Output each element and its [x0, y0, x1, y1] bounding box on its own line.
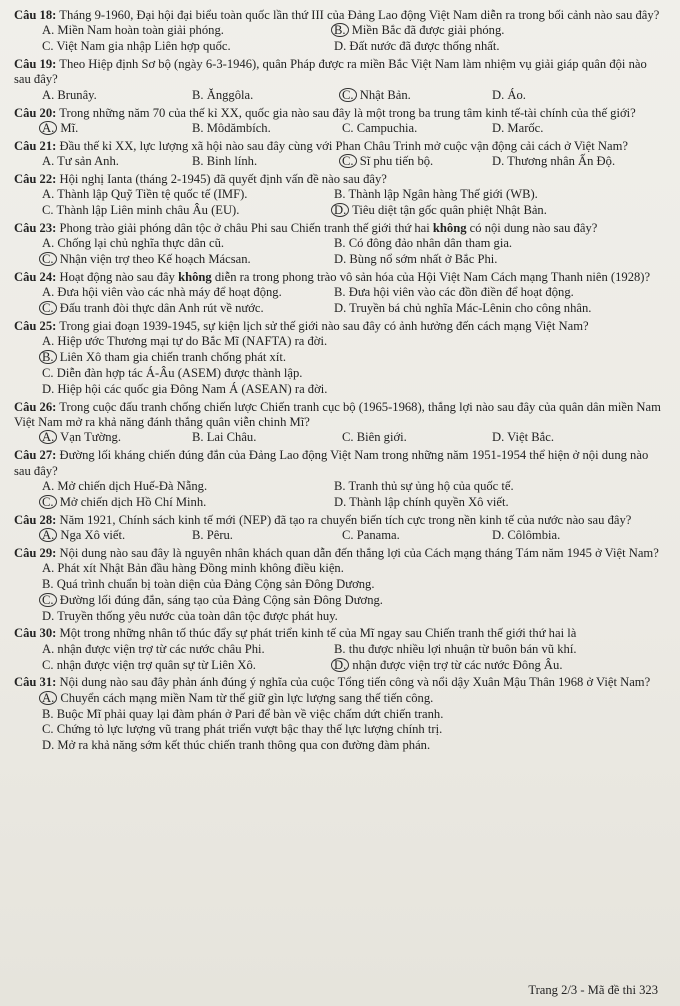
option-letter: B. — [39, 350, 57, 364]
option-letter: C. — [342, 528, 354, 543]
question-text: Phong trào giải phóng dân tộc ở châu Phi sau Chiến tranh thế giới thứ hai không có nội dung nào sau đây? — [59, 221, 598, 236]
question-stem — [14, 270, 666, 285]
answer-option[interactable] — [42, 479, 334, 495]
question-text: Nội dung nào sau đây là nguyên nhân khách quan dẫn đến thắng lợi của Cách mạng tháng Tám năm 1945 ở Việt Nam? — [59, 545, 659, 560]
answer-option[interactable] — [42, 658, 334, 674]
option-letter: D. — [492, 430, 505, 445]
option-text: Miền Nam hoàn toàn giải phóng. — [57, 23, 224, 38]
question — [14, 221, 666, 268]
option-text: Sĩ phu tiến bộ. — [359, 154, 434, 169]
answer-option[interactable] — [334, 642, 664, 658]
answer-option[interactable] — [492, 528, 652, 544]
option-text: Campuchia. — [356, 121, 418, 136]
answer-option[interactable] — [192, 154, 342, 170]
option-letter: C. — [339, 154, 357, 168]
question-stem — [14, 106, 666, 121]
answer-options — [14, 479, 666, 511]
question — [14, 8, 666, 55]
question-list — [14, 8, 666, 754]
option-text: Phát xít Nhật Bản đầu hàng Đồng minh không điều kiện. — [57, 561, 344, 576]
option-letter: A. — [42, 641, 55, 656]
option-text: Côlômbia. — [507, 528, 561, 543]
answer-options — [14, 430, 666, 446]
option-text: Panama. — [356, 528, 400, 543]
option-letter: A. — [42, 561, 55, 576]
answer-option[interactable] — [334, 658, 664, 674]
option-letter: D. — [334, 301, 347, 316]
option-text: Thành lập chính quyền Xô viết. — [349, 494, 509, 509]
option-text: Brunây. — [57, 87, 97, 102]
answer-options — [14, 285, 666, 317]
option-letter: B. — [334, 187, 346, 202]
option-text: Mở chiến dịch Huế-Đà Nẵng. — [57, 479, 208, 494]
answer-option[interactable] — [334, 39, 664, 55]
question-text: Trong cuộc đấu tranh chống chiến lược Chiến tranh cục bộ (1965-1968), thắng lợi nào sau đây của quân dân miền Nam Việt Nam mở ra khả năng đánh thắng quân viễn chinh Mĩ? — [14, 399, 661, 430]
option-letter: C. — [42, 39, 54, 54]
option-letter: A. — [42, 479, 55, 494]
option-text: Mở ra khả năng sớm kết thúc chiến tranh thông qua con đường đàm phán. — [57, 738, 431, 753]
answer-option[interactable] — [334, 285, 664, 301]
question-text: Trong những năm 70 của thế kỉ XX, quốc gia nào sau đây là một trong ba trung tâm kinh tế-tài chính của thế giới? — [59, 105, 636, 120]
option-letter: D. — [334, 494, 347, 509]
answer-option[interactable] — [42, 350, 666, 366]
option-letter: A. — [42, 334, 55, 349]
question-stem — [14, 675, 666, 690]
option-letter: C. — [39, 301, 57, 315]
option-letter: C. — [39, 495, 57, 509]
option-letter: A. — [42, 285, 55, 300]
answer-options — [14, 691, 666, 754]
option-letter: C. — [39, 252, 57, 266]
option-letter: A. — [39, 691, 57, 705]
question — [14, 57, 666, 104]
answer-option[interactable] — [192, 430, 342, 446]
option-text: Việt Nam gia nhập Liên hợp quốc. — [56, 39, 231, 54]
option-letter: C. — [39, 593, 57, 607]
option-letter: C. — [42, 366, 54, 381]
option-letter: C. — [42, 203, 54, 218]
option-letter: D. — [492, 154, 505, 169]
option-letter: C. — [342, 430, 354, 445]
question — [14, 172, 666, 219]
question-number: Câu 29: — [14, 545, 57, 560]
answer-option[interactable] — [492, 121, 652, 137]
answer-option[interactable] — [42, 203, 334, 219]
option-text: Có đông đảo nhân dân tham gia. — [348, 236, 513, 251]
option-letter: B. — [331, 23, 349, 37]
answer-option[interactable] — [42, 252, 334, 268]
answer-options — [14, 154, 666, 170]
option-text: Chống lại chủ nghĩa thực dân cũ. — [57, 236, 225, 251]
option-letter: D. — [331, 658, 349, 672]
answer-option[interactable] — [334, 236, 664, 252]
question-number: Câu 19: — [14, 57, 57, 71]
answer-option[interactable] — [42, 707, 666, 723]
answer-option[interactable] — [334, 479, 664, 495]
answer-options — [14, 334, 666, 397]
option-text: Thành lập Ngân hàng Thế giới (WB). — [348, 187, 538, 202]
question-number: Câu 28: — [14, 512, 57, 527]
option-text: Bùng nổ sớm nhất ở Bắc Phi. — [349, 252, 498, 267]
answer-option[interactable] — [42, 187, 334, 203]
answer-option[interactable] — [42, 334, 666, 350]
question-stem — [14, 513, 666, 528]
answer-option[interactable] — [42, 495, 334, 511]
answer-option[interactable] — [492, 88, 652, 104]
option-letter: D. — [492, 87, 505, 102]
answer-options — [14, 23, 666, 55]
question-stem — [14, 400, 666, 431]
answer-option[interactable] — [42, 382, 666, 398]
option-letter: A. — [42, 236, 55, 251]
answer-option[interactable] — [334, 23, 664, 39]
option-text: Tranh thủ sự ủng hộ của quốc tế. — [348, 479, 514, 494]
answer-options — [14, 561, 666, 624]
question-stem — [14, 8, 666, 23]
question-text: Nội dung nào sau đây phản ánh đúng ý nghĩa của cuộc Tổng tiến công và nổi dậy Xuân Mậu Thân 1968 ở Việt Nam? — [59, 675, 651, 690]
question — [14, 626, 666, 673]
option-text: Đường lối đúng đắn, sáng tạo của Đảng Cộng sản Đông Dương. — [59, 592, 383, 607]
answer-option[interactable] — [42, 738, 666, 754]
question-number: Câu 25: — [14, 319, 57, 334]
option-letter: D. — [42, 608, 55, 623]
option-text: Binh lính. — [206, 154, 258, 169]
option-letter: B. — [192, 528, 204, 543]
option-letter: A. — [42, 154, 55, 169]
option-text: Đất nước đã được thống nhất. — [349, 39, 500, 54]
question-text: Hội nghị Ianta (tháng 2-1945) đã quyết định vấn đề nào sau đây? — [59, 172, 387, 187]
question-text: Hoạt động nào sau đây không diễn ra trong phong trào vô sản hóa của Hội Việt Nam Cách mạng Thanh niên (1928)? — [59, 270, 651, 285]
question-text: Một trong những nhân tố thúc đẩy sự phát triển kinh tế của Mĩ ngay sau Chiến tranh thế giới thứ hai là — [59, 626, 577, 641]
question-text: Trong giai đoạn 1939-1945, sự kiện lịch sử thế giới nào sau đây có ảnh hưởng đến cách mạng Việt Nam? — [59, 319, 589, 334]
answer-option[interactable] — [42, 430, 192, 446]
option-text: Áo. — [507, 87, 526, 102]
answer-options — [14, 88, 666, 104]
answer-option[interactable] — [42, 642, 334, 658]
question-stem — [14, 57, 666, 88]
option-letter: A. — [42, 187, 55, 202]
option-text: Marốc. — [507, 121, 544, 136]
option-letter: B. — [192, 87, 204, 102]
question-stem — [14, 448, 666, 479]
option-letter: D. — [331, 203, 349, 217]
option-letter: A. — [42, 87, 55, 102]
question-text: Đầu thế kỉ XX, lực lượng xã hội nào sau đây cùng với Phan Châu Trinh mở cuộc vận động cải cách ở Việt Nam? — [59, 138, 628, 153]
answer-option[interactable] — [342, 121, 492, 137]
question-number: Câu 18: — [14, 8, 57, 22]
question-stem — [14, 139, 666, 154]
question-number: Câu 21: — [14, 138, 57, 153]
answer-option[interactable] — [334, 203, 664, 219]
option-letter: C. — [339, 88, 357, 102]
question — [14, 106, 666, 137]
answer-options — [14, 236, 666, 268]
option-text: Truyền bá chủ nghĩa Mác-Lênin cho công nhân. — [349, 301, 592, 316]
question-number: Câu 23: — [14, 221, 57, 236]
option-letter: B. — [334, 285, 346, 300]
answer-option[interactable] — [192, 528, 342, 544]
answer-option[interactable] — [42, 39, 334, 55]
option-text: Tiêu diệt tận gốc quân phiệt Nhật Bản. — [352, 203, 547, 218]
answer-option[interactable] — [42, 88, 192, 104]
question — [14, 400, 666, 447]
answer-options — [14, 528, 666, 544]
option-text: Đấu tranh đòi thực dân Anh rút về nước. — [59, 301, 264, 316]
answer-option[interactable] — [42, 528, 192, 544]
option-text: Chuyển cách mạng miền Nam từ thế giữ gìn lực lượng sang thế tiến công. — [60, 690, 434, 705]
option-text: Buộc Mĩ phải quay lại đàm phán ở Pari để bàn về việc chấm dứt chiến tranh. — [56, 706, 444, 721]
option-letter: A. — [42, 23, 55, 38]
question-text: Đường lối kháng chiến đúng đắn của Đảng Lao động Việt Nam trong những năm 1951-1954 thể hiện ở nội dung nào sau đây? — [14, 448, 649, 478]
answer-option[interactable] — [334, 187, 664, 203]
option-letter: B. — [192, 430, 204, 445]
option-text: Thương nhân Ấn Độ. — [507, 154, 616, 169]
question-stem — [14, 319, 666, 334]
option-letter: C. — [42, 722, 54, 737]
option-letter: D. — [42, 381, 55, 396]
page-footer: Trang 2/3 - Mã đề thi 323 — [528, 983, 658, 997]
answer-option[interactable] — [42, 23, 334, 39]
answer-option[interactable] — [42, 609, 666, 625]
option-letter: B. — [42, 706, 54, 721]
question — [14, 675, 666, 754]
question-number: Câu 26: — [14, 399, 57, 414]
option-text: Biên giới. — [356, 430, 407, 445]
option-text: Tư sản Anh. — [57, 154, 119, 169]
answer-option[interactable] — [42, 285, 334, 301]
option-letter: D. — [42, 738, 55, 753]
option-letter: B. — [334, 236, 346, 251]
question-stem — [14, 221, 666, 236]
option-text: Diễn đàn hợp tác Á-Âu (ASEM) được thành lập. — [56, 366, 303, 381]
option-letter: D. — [492, 121, 505, 136]
question-stem — [14, 172, 666, 187]
option-letter: A. — [39, 528, 57, 542]
answer-option[interactable] — [42, 366, 666, 382]
option-text: Ănggôla. — [206, 87, 254, 102]
question-number: Câu 22: — [14, 172, 57, 187]
option-text: thu được nhiều lợi nhuận từ buôn bán vũ khí. — [348, 641, 577, 656]
answer-option[interactable] — [42, 577, 666, 593]
option-text: nhận được viện trợ quân sự từ Liên Xô. — [56, 657, 256, 672]
option-text: Thành lập Liên minh châu Âu (EU). — [56, 203, 240, 218]
answer-option[interactable] — [334, 252, 664, 268]
question-text: Theo Hiệp định Sơ bộ (ngày 6-3-1946), quân Pháp được ra miền Bắc Việt Nam làm nhiệm vụ giải giáp quân đội nào sau đây? — [14, 57, 647, 87]
answer-option[interactable] — [192, 88, 342, 104]
question-text: Năm 1921, Chính sách kinh tế mới (NEP) đã tạo ra chuyển biến tích cực trong nền kinh tế của nước nào sau đây? — [59, 512, 632, 527]
option-text: Thành lập Quỹ Tiền tệ quốc tế (IMF). — [57, 187, 248, 202]
option-letter: D. — [334, 252, 347, 267]
answer-option[interactable] — [342, 88, 492, 104]
answer-option[interactable] — [492, 154, 652, 170]
question-stem — [14, 546, 666, 561]
question-number: Câu 31: — [14, 675, 57, 690]
answer-option[interactable] — [42, 593, 666, 609]
answer-option[interactable] — [42, 121, 192, 137]
option-text: Nhận viện trợ theo Kế hoạch Mácsan. — [59, 252, 251, 267]
option-text: Miền Bắc đã được giải phóng. — [351, 23, 505, 38]
option-text: Đưa hội viên vào các đồn điền để hoạt động. — [348, 285, 574, 300]
answer-option[interactable] — [342, 430, 492, 446]
answer-option[interactable] — [334, 495, 664, 511]
option-text: Chứng tỏ lực lượng vũ trang phát triển vượt bậc thay thế lực lượng chính trị. — [56, 722, 443, 737]
option-letter: B. — [334, 479, 346, 494]
answer-option[interactable] — [334, 301, 664, 317]
option-text: Hiệp ước Thương mại tự do Bắc Mĩ (NAFTA) ra đời. — [57, 334, 328, 349]
answer-option[interactable] — [42, 561, 666, 577]
option-text: Vạn Tường. — [60, 430, 121, 445]
question — [14, 448, 666, 510]
option-text: Mĩ. — [60, 121, 79, 136]
question — [14, 139, 666, 170]
option-text: Liên Xô tham gia chiến tranh chống phát xít. — [59, 350, 286, 365]
option-letter: C. — [342, 121, 354, 136]
question-number: Câu 30: — [14, 626, 57, 641]
option-letter: A. — [39, 430, 57, 444]
answer-option[interactable] — [492, 430, 652, 446]
option-text: Đưa hội viên vào các nhà máy để hoạt động. — [57, 285, 282, 300]
answer-options — [14, 121, 666, 137]
option-text: nhận được viện trợ từ các nước châu Phi. — [57, 641, 265, 656]
option-letter: D. — [492, 528, 505, 543]
question — [14, 270, 666, 317]
answer-options — [14, 642, 666, 674]
option-letter: D. — [334, 39, 347, 54]
option-text: Lai Châu. — [206, 430, 257, 445]
question-text: Tháng 9-1960, Đại hội đại biểu toàn quốc lần thứ III của Đảng Lao động Việt Nam diễn ra trong bối cảnh nào sau đây? — [59, 8, 660, 22]
answer-options — [14, 187, 666, 219]
option-text: Nga Xô viết. — [60, 528, 126, 543]
question-stem — [14, 626, 666, 641]
answer-option[interactable] — [342, 528, 492, 544]
answer-option[interactable] — [42, 236, 334, 252]
option-text: nhận được viện trợ từ các nước Đông Âu. — [352, 657, 563, 672]
answer-option[interactable] — [42, 691, 666, 707]
option-letter: A. — [39, 121, 57, 135]
question — [14, 513, 666, 544]
option-text: Môdămbích. — [206, 121, 271, 136]
question-number: Câu 24: — [14, 270, 57, 285]
question — [14, 319, 666, 398]
option-letter: B. — [192, 154, 204, 169]
question-number: Câu 27: — [14, 448, 57, 463]
option-text: Quá trình chuẩn bị toàn diện của Đảng Cộng sản Đông Dương. — [56, 577, 375, 592]
option-letter: C. — [42, 657, 54, 672]
option-text: Truyền thống yêu nước của toàn dân tộc được phát huy. — [57, 608, 338, 623]
option-text: Việt Bắc. — [507, 430, 554, 445]
answer-option[interactable] — [42, 722, 666, 738]
answer-option[interactable] — [42, 154, 192, 170]
answer-option[interactable] — [192, 121, 342, 137]
option-text: Nhật Bản. — [359, 87, 411, 102]
answer-option[interactable] — [42, 301, 334, 317]
option-text: Hiệp hội các quốc gia Đông Nam Á (ASEAN) ra đời. — [57, 381, 328, 396]
answer-option[interactable] — [342, 154, 492, 170]
option-letter: B. — [42, 577, 54, 592]
option-text: Pêru. — [206, 528, 233, 543]
option-text: Mở chiến dịch Hồ Chí Minh. — [59, 494, 207, 509]
question-number: Câu 20: — [14, 105, 57, 120]
question — [14, 546, 666, 625]
option-letter: B. — [192, 121, 204, 136]
option-letter: B. — [334, 641, 346, 656]
